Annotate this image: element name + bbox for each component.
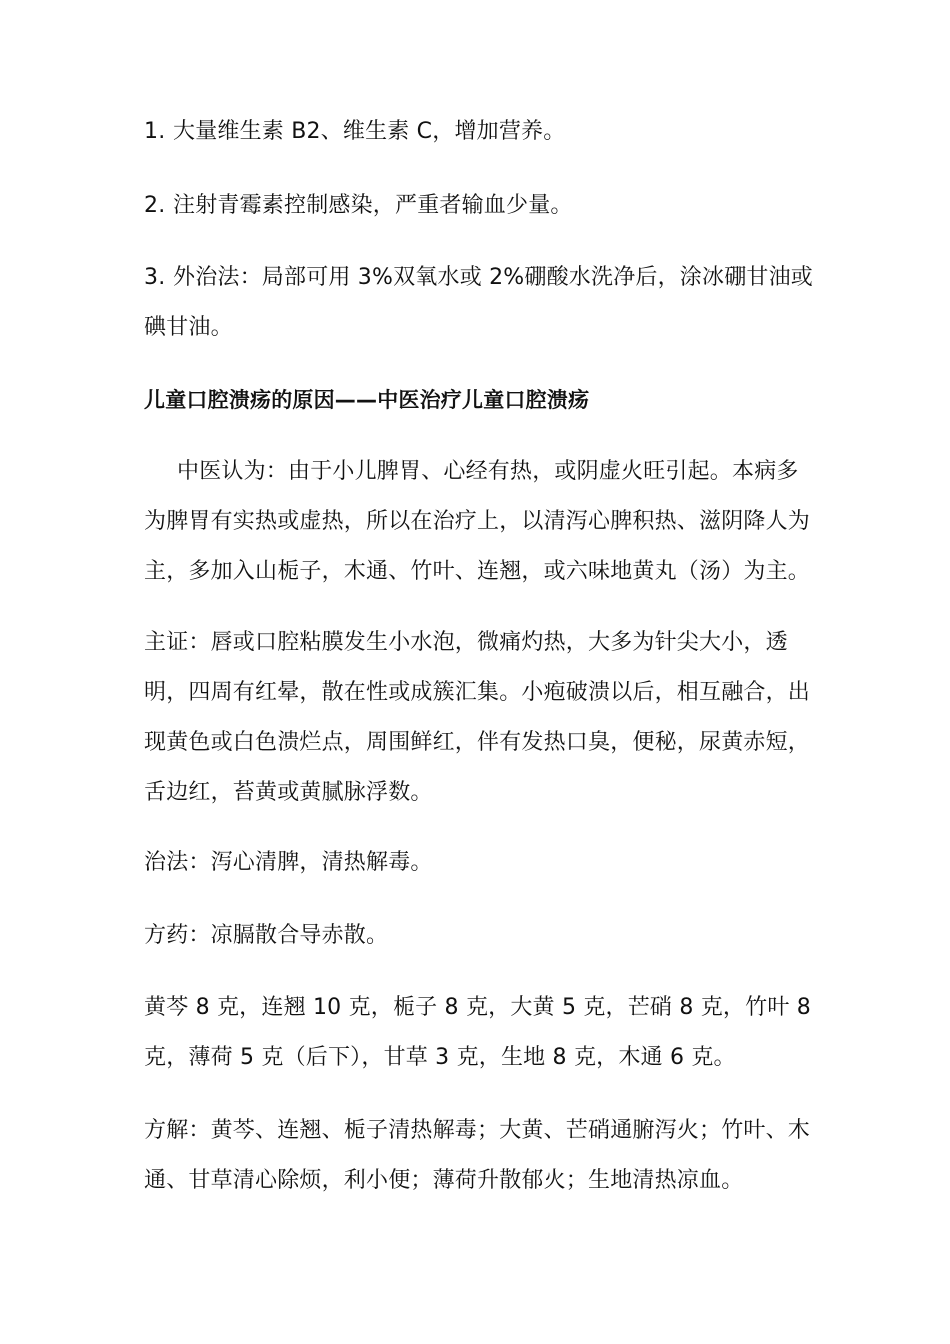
list-item-2 [144, 181, 814, 231]
explanation-paragraph: 方解：黄芩、连翘、栀子清热解毒；大黄、芒硝通腑泻火；竹叶、木通、甘草清心除烦，利小便；薄荷升散郁火；生地清热凉血。 [144, 1118, 811, 1193]
section-heading: 儿童口腔溃疡的原因——中医治疗儿童口腔溃疡 [144, 388, 590, 412]
list-number: 2. [144, 193, 166, 218]
prescription-paragraph: 方药：凉膈散合导赤散。 [144, 923, 389, 948]
list-item-3 [144, 253, 814, 353]
list-number: 1. [144, 119, 166, 144]
list-number: 3. [144, 265, 166, 290]
list-item-text: 大量维生素 B2、维生素 C，增加营养。 [173, 119, 566, 144]
list-item-text: 外治法：局部可用 3%双氧水或 2%硼酸水洗净后，涂冰硼甘油或碘甘油。 [144, 265, 813, 340]
treatment-paragraph: 治法：泻心清脾，清热解毒。 [144, 850, 433, 875]
list-item-text: 注射青霉素控制感染，严重者输血少量。 [173, 193, 573, 218]
intro-paragraph: 中医认为：由于小儿脾胃、心经有热，或阴虚火旺引起。本病多为脾胃有实热或虚热，所以在治疗上，以清泻心脾积热、滋阴降人为主，多加入山栀子，木通、竹叶、连翘，或六味地黄丸（汤）为主。 [144, 459, 811, 584]
list-item-1 [144, 107, 814, 157]
ingredients-paragraph: 黄芩 8 克，连翘 10 克，栀子 8 克，大黄 5 克，芒硝 8 克，竹叶 8 克，薄荷 5 克（后下），甘草 3 克，生地 8 克，木通 6 克。 [144, 995, 811, 1070]
symptoms-paragraph: 主证：唇或口腔粘膜发生小水泡，微痛灼热，大多为针尖大小，透明，四周有红晕，散在性或成簇汇集。小疱破溃以后，相互融合，出现黄色或白色溃烂点，周围鲜红，伴有发热口臭，便秘，尿黄赤短，舌边红，苔黄或黄腻脉浮数。 [144, 630, 811, 805]
